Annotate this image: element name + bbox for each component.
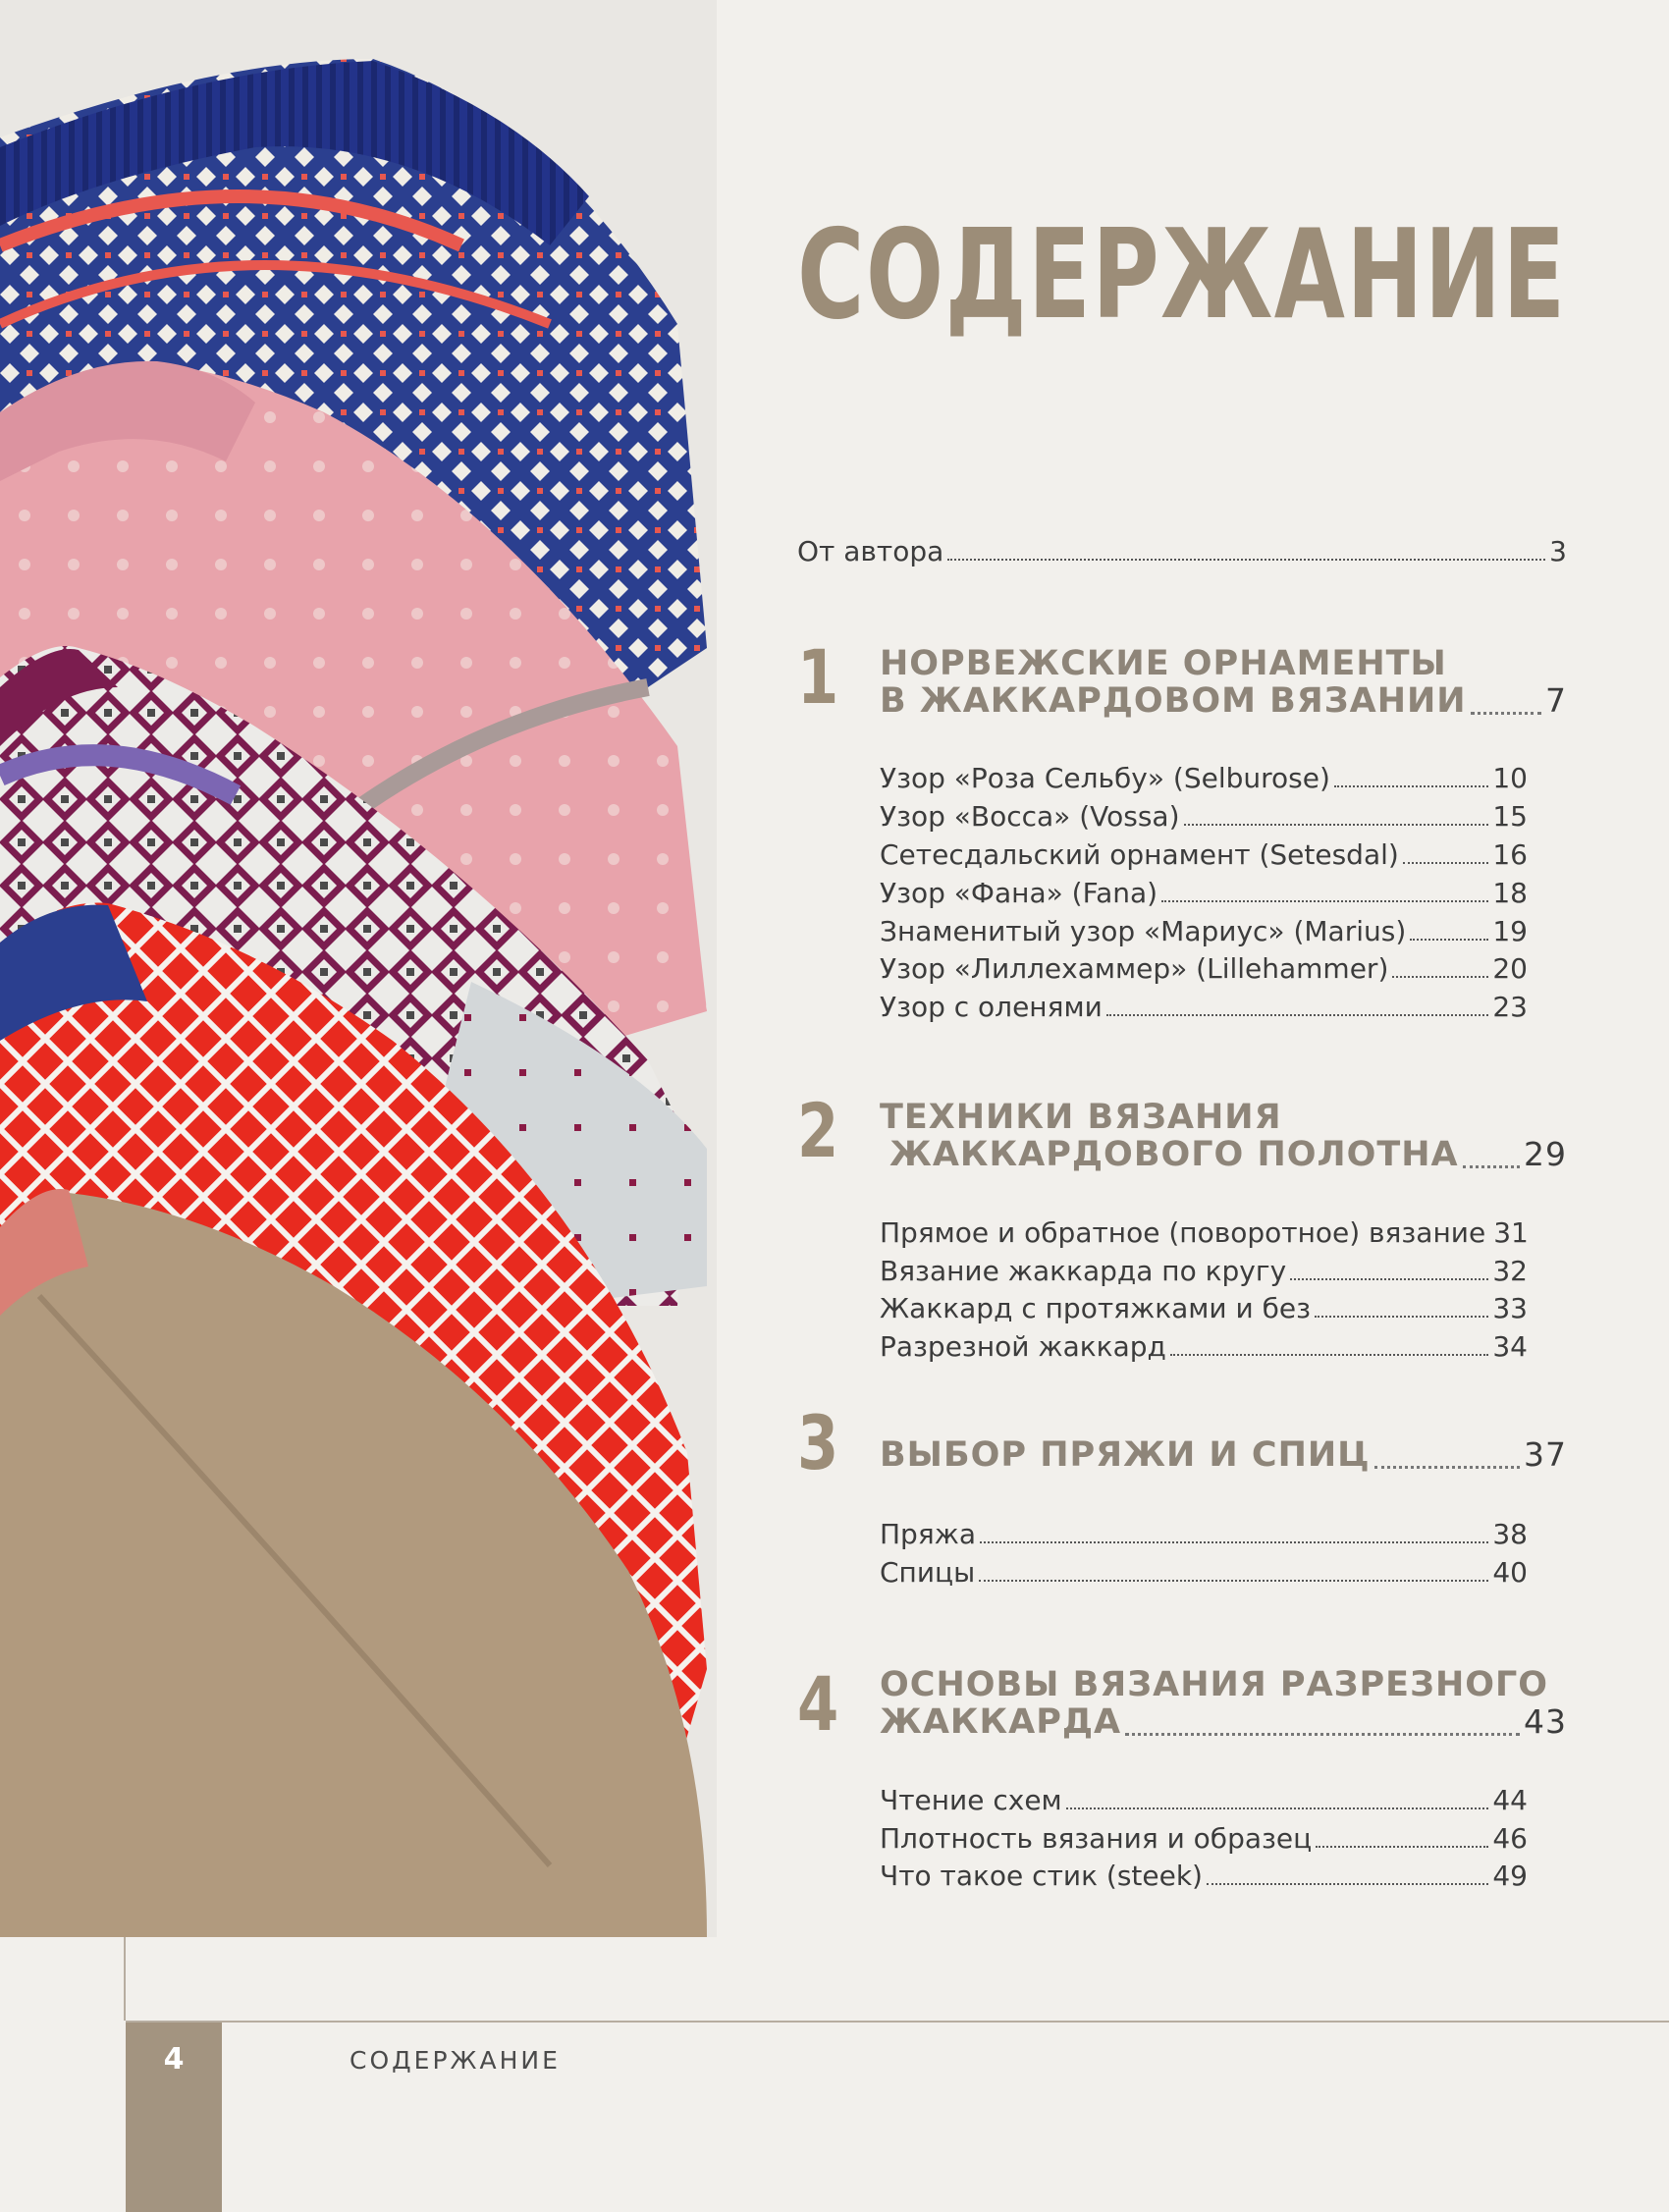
toc-item[interactable] (880, 1784, 1528, 1816)
toc-item[interactable] (880, 1216, 1528, 1249)
toc-item-label: Прямое и обратное (поворотное) вязание (880, 1216, 1486, 1249)
dot-leader (1161, 900, 1488, 902)
toc-item-label: Вязание жаккарда по кругу (880, 1255, 1287, 1287)
section-page: 37 (1524, 1435, 1567, 1474)
toc-item-label: Узор «Роза Сельбу» (Selburose) (880, 762, 1330, 794)
toc-item-label: Спицы (880, 1556, 976, 1589)
dot-leader (1125, 1733, 1520, 1736)
toc-item-label: Плотность вязания и образец (880, 1822, 1313, 1855)
dot-leader (947, 559, 1545, 561)
section-title-line: ТЕХНИКИ ВЯЗАНИЯ (880, 1098, 1282, 1137)
dot-leader (1374, 1466, 1520, 1469)
page-title: СОДЕРЖАНИЕ (797, 202, 1567, 347)
footer-divider (126, 2021, 1669, 2023)
section-number: 4 (797, 1660, 839, 1748)
toc-item-label: Что такое стик (steek) (880, 1860, 1203, 1892)
toc-item-label: Пряжа (880, 1518, 977, 1550)
dot-leader (1184, 824, 1489, 826)
sweaters-photo (0, 0, 717, 1937)
section-page: 7 (1545, 681, 1567, 720)
section-number: 1 (797, 633, 839, 721)
toc-item-page: 34 (1492, 1330, 1528, 1363)
section-heading[interactable] (880, 681, 1567, 721)
toc-item-page: 20 (1492, 952, 1528, 985)
dot-leader (980, 1541, 1488, 1543)
toc-item[interactable] (880, 952, 1528, 985)
section-title-line: ЖАККАРДОВОГО ПОЛОТНА (889, 1135, 1459, 1174)
toc-item-label: Знаменитый узор «Мариус» (Marius) (880, 915, 1407, 947)
toc-item-page: 46 (1492, 1822, 1528, 1855)
toc-item-label: Жаккард с протяжками и без (880, 1292, 1311, 1324)
toc-item-label: Узор «Восса» (Vossa) (880, 800, 1180, 833)
running-head: СОДЕРЖАНИЕ (350, 2046, 561, 2075)
toc-item-page: 33 (1492, 1292, 1528, 1324)
toc-item[interactable] (880, 1255, 1528, 1287)
toc-item-page: 40 (1492, 1556, 1528, 1589)
dot-leader (979, 1580, 1488, 1582)
toc-item-page: 10 (1492, 762, 1528, 794)
toc-item[interactable] (880, 838, 1528, 871)
toc-item-page: 44 (1492, 1784, 1528, 1816)
toc-item-page: 31 (1493, 1216, 1529, 1249)
dot-leader (1066, 1807, 1489, 1809)
toc-item-page: 19 (1492, 915, 1528, 947)
dot-leader (1106, 1014, 1489, 1016)
section-page: 29 (1524, 1135, 1567, 1173)
toc-item[interactable] (880, 800, 1528, 833)
toc-item[interactable] (880, 915, 1528, 947)
section-title-line: В ЖАККАРДОВОМ ВЯЗАНИИ (880, 681, 1467, 721)
footer-divider-vertical (124, 1937, 126, 2021)
toc-item-page: 32 (1492, 1255, 1528, 1287)
dot-leader (1170, 1354, 1489, 1356)
page-number: 4 (163, 2042, 185, 2077)
dot-leader (1471, 712, 1541, 715)
page-number-box (126, 2023, 222, 2212)
dot-leader (1334, 785, 1488, 787)
section-page: 43 (1524, 1702, 1567, 1741)
dot-leader (1403, 862, 1489, 864)
section-title-line: ЖАККАРДА (880, 1702, 1122, 1742)
toc-item[interactable] (880, 1518, 1528, 1550)
toc-item[interactable] (880, 877, 1528, 909)
toc-item[interactable] (880, 1556, 1528, 1589)
dot-leader (1410, 939, 1488, 941)
dot-leader (1463, 1165, 1520, 1168)
toc-item[interactable] (880, 1292, 1528, 1324)
toc-item[interactable] (880, 1860, 1528, 1892)
toc-item-page: 49 (1492, 1860, 1528, 1892)
toc-intro[interactable] (797, 535, 1567, 567)
section-title-line: ОСНОВЫ ВЯЗАНИЯ РАЗРЕЗНОГО (880, 1665, 1549, 1704)
toc-item-page: 23 (1492, 991, 1528, 1023)
section-title-line: ВЫБОР ПРЯЖИ И СПИЦ (880, 1435, 1371, 1475)
toc-item-label: Узор «Фана» (Fana) (880, 877, 1158, 909)
toc-item-label: Сетесдальский орнамент (Setesdal) (880, 838, 1399, 871)
dot-leader (1207, 1883, 1488, 1885)
toc-item-page: 15 (1492, 800, 1528, 833)
toc-item[interactable] (880, 1330, 1528, 1363)
toc-item-label: Разрезной жаккард (880, 1330, 1166, 1363)
section-title-line: НОРВЕЖСКИЕ ОРНАМЕНТЫ (880, 644, 1447, 683)
toc-item-label: Узор с оленями (880, 991, 1103, 1023)
dot-leader (1315, 1316, 1488, 1318)
toc-intro-label: От автора (797, 535, 944, 567)
dot-leader (1392, 976, 1488, 978)
toc-item[interactable] (880, 762, 1528, 794)
toc-item-label: Чтение схем (880, 1784, 1062, 1816)
dot-leader (1290, 1278, 1488, 1280)
dot-leader (1316, 1846, 1488, 1848)
section-number: 2 (797, 1087, 839, 1174)
toc-item-page: 16 (1492, 838, 1528, 871)
toc-item-page: 38 (1492, 1518, 1528, 1550)
section-heading[interactable] (880, 1702, 1567, 1742)
toc-intro-page: 3 (1549, 535, 1567, 567)
section-number: 3 (797, 1399, 839, 1486)
section-heading[interactable] (889, 1135, 1567, 1174)
toc-item[interactable] (880, 1822, 1528, 1855)
section-heading[interactable] (880, 1435, 1567, 1475)
toc-item-label: Узор «Лиллехаммер» (Lillehammer) (880, 952, 1389, 985)
toc-item-page: 18 (1492, 877, 1528, 909)
toc-item[interactable] (880, 991, 1528, 1023)
